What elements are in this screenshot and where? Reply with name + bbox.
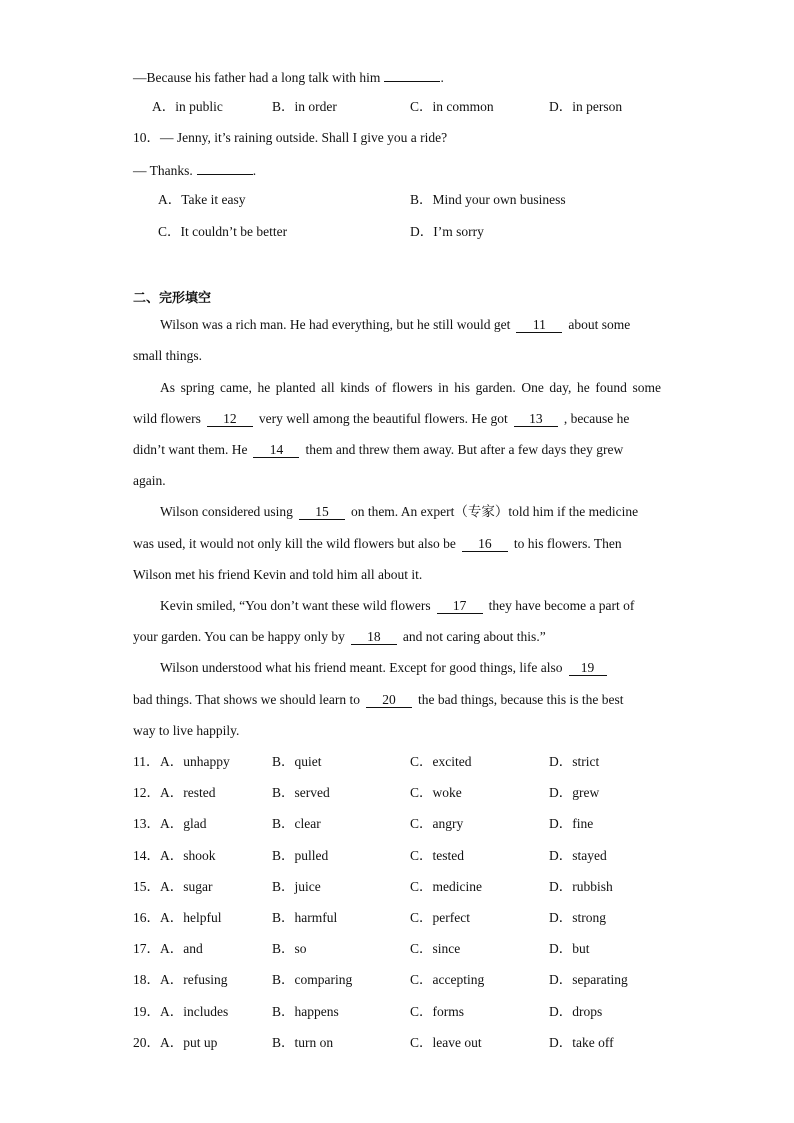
q10-option-d[interactable]: D．I’m sorry — [410, 224, 484, 239]
passage-p2-line4: again. — [133, 473, 166, 488]
option-15-d[interactable]: D．rubbish — [549, 879, 613, 894]
option-20-c[interactable]: C．leave out — [410, 1035, 482, 1050]
question-row-18 — [0, 971, 794, 989]
option-17-a[interactable]: A．and — [160, 941, 203, 956]
option-11-c[interactable]: C．excited — [410, 754, 472, 769]
passage-p3-line2: was used, it would not only kill the wild flowers but also be 16 to his flowers. Then — [133, 536, 622, 551]
passage-p3-line1: Wilson considered using 15 on them. An expert（专家）told him if the medicine — [160, 504, 639, 519]
option-13-d[interactable]: D．fine — [549, 816, 594, 831]
blank-15: 15 — [299, 504, 345, 520]
option-14-c[interactable]: C．tested — [410, 848, 465, 863]
passage-p5-line2: bad things. That shows we should learn to 20 the bad things, because this is the best — [133, 692, 624, 707]
option-16-d[interactable]: D．strong — [549, 910, 606, 925]
option-19-c[interactable]: C．forms — [410, 1004, 465, 1019]
question-row-19 — [0, 1003, 794, 1021]
option-11-a[interactable]: A．unhappy — [160, 754, 230, 769]
passage-p2-line1: As spring came, he planted all kinds of flowers in his garden. One day, he found some — [160, 380, 661, 395]
option-17-b[interactable]: B．so — [272, 941, 307, 956]
passage-p1-line1: Wilson was a rich man. He had everything, but he still would get 11 about some — [160, 317, 631, 332]
question-number: 11． — [133, 754, 160, 769]
question-row-20 — [0, 1034, 794, 1052]
question-number: 20． — [133, 1035, 160, 1050]
q9-option-d[interactable]: D．in person — [549, 99, 623, 114]
option-12-a[interactable]: A．rested — [160, 785, 216, 800]
option-12-c[interactable]: C．woke — [410, 785, 462, 800]
question-row-17 — [0, 940, 794, 958]
option-12-b[interactable]: B．served — [272, 785, 330, 800]
question-number: 13． — [133, 816, 160, 831]
q10-option-a[interactable]: A．Take it easy — [158, 192, 246, 207]
blank-19: 19 — [569, 660, 607, 676]
option-15-c[interactable]: C．medicine — [410, 879, 482, 894]
q9-answer-text: —Because his father had a long talk with him — [133, 70, 381, 85]
q10-options-row2 — [0, 223, 794, 241]
q9-blank — [384, 67, 440, 82]
blank-20: 20 — [366, 692, 412, 708]
q10-reply-text: — Thanks. — [133, 163, 193, 178]
question-number: 15． — [133, 879, 160, 894]
blank-17: 17 — [437, 598, 483, 614]
option-14-d[interactable]: D．stayed — [549, 848, 607, 863]
q10-option-b[interactable]: B．Mind your own business — [410, 192, 566, 207]
question-number: 19． — [133, 1004, 160, 1019]
option-19-b[interactable]: B．happens — [272, 1004, 339, 1019]
passage-p1-line2: small things. — [133, 348, 203, 363]
q10-option-c[interactable]: C．It couldn’t be better — [158, 224, 288, 239]
q10-blank — [197, 160, 253, 175]
question-row-13 — [0, 815, 794, 833]
option-18-d[interactable]: D．separating — [549, 972, 628, 987]
question-row-14 — [0, 847, 794, 865]
blank-11: 11 — [516, 317, 562, 333]
option-18-b[interactable]: B．comparing — [272, 972, 353, 987]
option-15-a[interactable]: A．sugar — [160, 879, 213, 894]
question-number: 18． — [133, 972, 160, 987]
blank-14: 14 — [253, 442, 299, 458]
option-14-b[interactable]: B．pulled — [272, 848, 329, 863]
q10-question: 10．— Jenny, it’s raining outside. Shall I give you a ride? — [133, 130, 448, 145]
option-16-c[interactable]: C．perfect — [410, 910, 470, 925]
option-11-b[interactable]: B．quiet — [272, 754, 322, 769]
option-19-a[interactable]: A．includes — [160, 1004, 229, 1019]
option-15-b[interactable]: B．juice — [272, 879, 321, 894]
option-20-a[interactable]: A．put up — [160, 1035, 218, 1050]
question-row-11 — [0, 753, 794, 771]
option-13-a[interactable]: A．glad — [160, 816, 207, 831]
passage-p5-line3: way to live happily. — [133, 723, 240, 738]
option-16-b[interactable]: B．harmful — [272, 910, 338, 925]
q9-options — [0, 98, 794, 116]
option-20-b[interactable]: B．turn on — [272, 1035, 334, 1050]
question-number: 17． — [133, 941, 160, 956]
q10-reply-end: . — [252, 163, 257, 178]
option-18-a[interactable]: A．refusing — [160, 972, 228, 987]
option-18-c[interactable]: C．accepting — [410, 972, 485, 987]
q9-option-c[interactable]: C．in common — [410, 99, 494, 114]
passage-p3-line3: Wilson met his friend Kevin and told him all about it. — [133, 567, 423, 582]
option-13-c[interactable]: C．angry — [410, 816, 464, 831]
q9-answer-end: . — [440, 70, 444, 85]
q9-answer-line — [133, 67, 444, 87]
option-19-d[interactable]: D．drops — [549, 1004, 603, 1019]
option-20-d[interactable]: D．take off — [549, 1035, 614, 1050]
passage-p2-line3: didn’t want them. He 14 them and threw them away. But after a few days they grew — [133, 442, 624, 457]
q9-option-b[interactable]: B．in order — [272, 99, 337, 114]
option-16-a[interactable]: A．helpful — [160, 910, 222, 925]
option-14-a[interactable]: A．shook — [160, 848, 216, 863]
question-row-15 — [0, 878, 794, 896]
blank-13: 13 — [514, 411, 558, 427]
option-17-c[interactable]: C．since — [410, 941, 461, 956]
q10-options-row1 — [0, 191, 794, 209]
passage-p4-line1: Kevin smiled, “You don’t want these wild flowers 17 they have become a part of — [160, 598, 635, 613]
question-row-16 — [0, 909, 794, 927]
passage-p4-line2: your garden. You can be happy only by 18 and not caring about this.” — [133, 629, 546, 644]
option-12-d[interactable]: D．grew — [549, 785, 600, 800]
blank-16: 16 — [462, 536, 508, 552]
question-number: 14． — [133, 848, 160, 863]
question-row-12 — [0, 784, 794, 802]
blank-18: 18 — [351, 629, 397, 645]
q10-reply-line — [133, 160, 256, 180]
passage-p2-line2: wild flowers 12 very well among the beautiful flowers. He got 13 , because he — [133, 411, 630, 426]
q9-option-a[interactable]: A．in public — [152, 99, 223, 114]
option-13-b[interactable]: B．clear — [272, 816, 321, 831]
option-17-d[interactable]: D．but — [549, 941, 590, 956]
question-number: 16． — [133, 910, 160, 925]
blank-12: 12 — [207, 411, 253, 427]
question-number: 12． — [133, 785, 160, 800]
passage-p5-line1: Wilson understood what his friend meant. Except for good things, life also 19 — [160, 659, 613, 677]
section-heading: 二、完形填空 — [133, 291, 212, 306]
option-11-d[interactable]: D．strict — [549, 754, 600, 769]
